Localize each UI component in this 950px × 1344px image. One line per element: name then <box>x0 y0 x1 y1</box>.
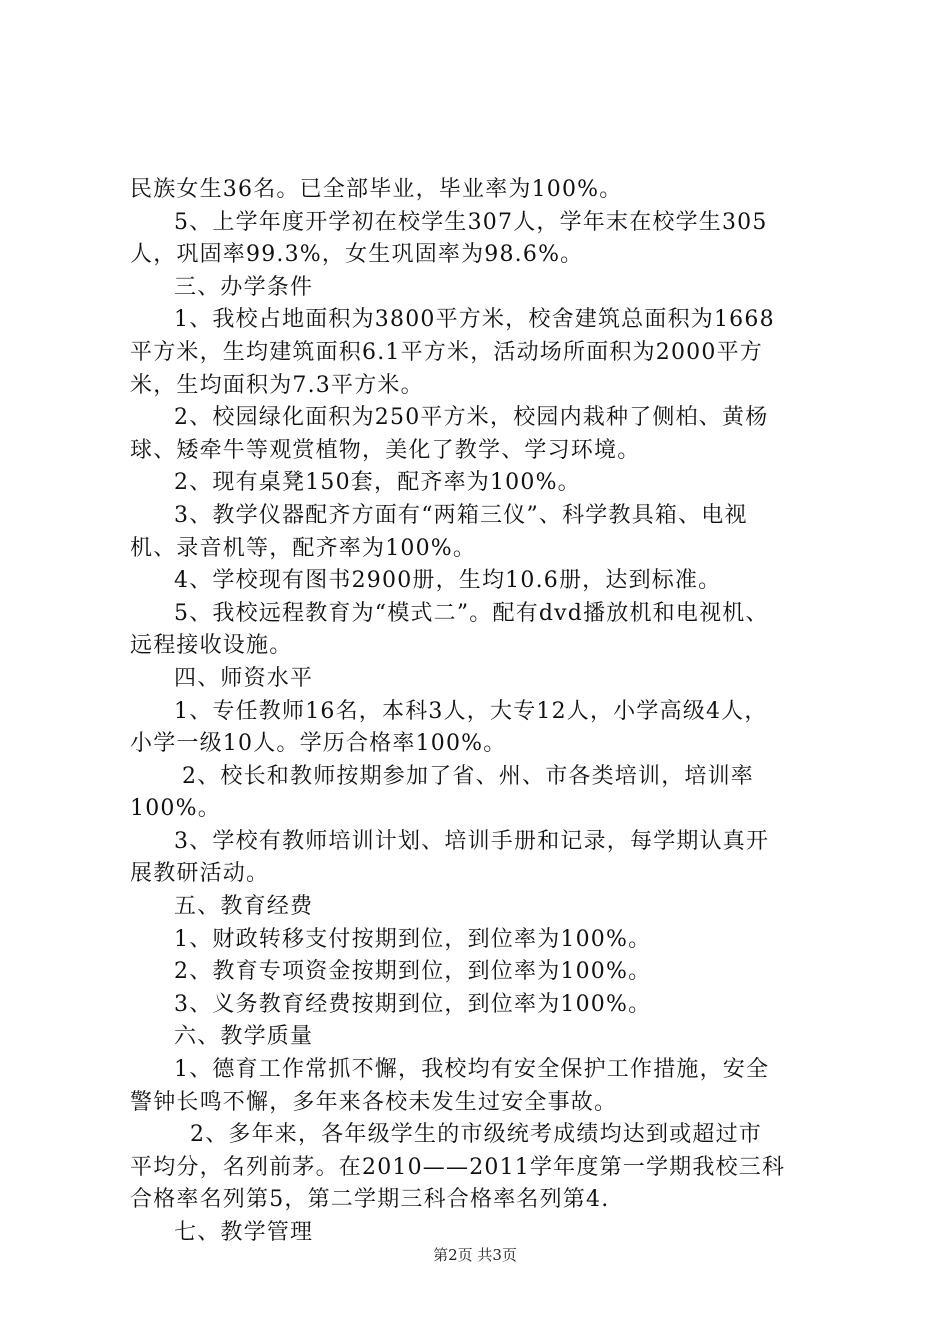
text-line: 展教研活动。 <box>130 861 270 887</box>
section-heading: 五、教育经费 <box>174 894 314 920</box>
text-line: 远程接收设施。 <box>130 633 293 659</box>
text-line: 4、学校现有图书2900册，生均10.6册，达到标准。 <box>174 568 722 594</box>
text-line: 100%。 <box>130 796 221 822</box>
document-body <box>130 174 835 1250</box>
section-heading: 七、教学管理 <box>174 1220 314 1245</box>
text-line: 合格率名列第5，第二学期三科合格率名列第4. <box>130 1187 610 1213</box>
text-line: 平均分，名列前茅。在2010——2011学年度第一学期我校三科 <box>130 1154 786 1180</box>
text-line: 2、现有桌凳150套，配齐率为100%。 <box>174 470 581 496</box>
text-line: 3、义务教育经费按期到位，到位率为100%。 <box>174 991 652 1017</box>
text-line: 平方米，生均建筑面积6.1平方米，活动场所面积为2000平方 <box>130 339 763 365</box>
text-line: 小学一级10人。学历合格率100%。 <box>130 731 507 757</box>
section-heading: 三、办学条件 <box>174 274 314 300</box>
section-heading: 四、师资水平 <box>174 665 314 691</box>
text-line: 2、校长和教师按期参加了省、州、市各类培训，培训率 <box>182 763 754 789</box>
page-number: 第2页 共3页 <box>433 1246 517 1264</box>
text-line: 1、专任教师16名，本科3人，大专12人，小学高级4人， <box>174 698 768 724</box>
text-line: 5、上学年度开学初在校学生307人，学年末在校学生305 <box>174 209 768 235</box>
text-line: 1、我校占地面积为3800平方米，校舍建筑总面积为1668 <box>174 307 775 333</box>
text-line: 人，巩固率99.3%，女生巩固率为98.6%。 <box>130 242 584 268</box>
text-line: 警钟长鸣不懈，多年来各校未发生过安全事故。 <box>130 1089 618 1115</box>
section-heading: 六、教学质量 <box>174 1024 314 1050</box>
text-line: 米，生均面积为7.3平方米。 <box>130 372 424 398</box>
text-line: 2、校园绿化面积为250平方米，校园内栽种了侧柏、黄杨 <box>174 405 769 431</box>
text-line: 机、录音机等，配齐率为100%。 <box>130 535 477 561</box>
text-line: 球、矮牵牛等观赏植物，美化了教学、学习环境。 <box>130 437 641 463</box>
text-line: 3、学校有教师培训计划、培训手册和记录，每学期认真开 <box>174 828 770 854</box>
text-line: 3、教学仪器配齐方面有“两箱三仪”、科学教具箱、电视 <box>174 502 748 528</box>
text-line: 民族女生36名。已全部毕业，毕业率为100%。 <box>130 177 623 202</box>
text-line: 2、多年来，各年级学生的市级统考成绩均达到或超过市 <box>190 1122 762 1148</box>
text-line: 5、我校远程教育为“模式二”。配有dvd播放机和电视机、 <box>174 600 769 626</box>
text-line: 2、教育专项资金按期到位，到位率为100%。 <box>174 959 652 985</box>
text-line: 1、德育工作常抓不懈，我校均有安全保护工作措施，安全 <box>174 1057 770 1083</box>
text-line: 1、财政转移支付按期到位，到位率为100%。 <box>174 926 652 952</box>
